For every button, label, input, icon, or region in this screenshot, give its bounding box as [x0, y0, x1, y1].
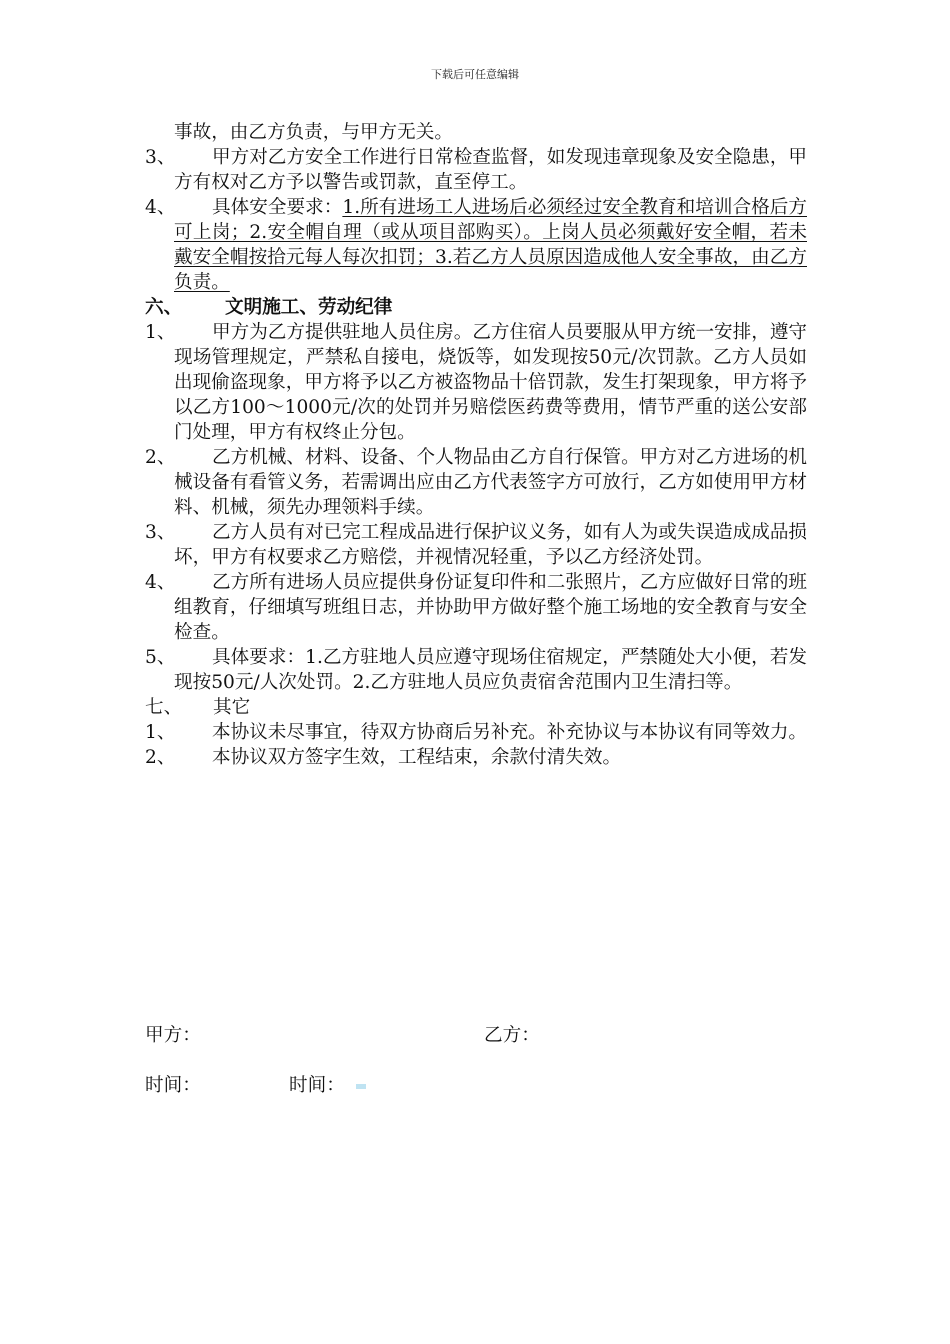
item-number: 2、: [145, 747, 176, 768]
section-number: 七、: [145, 697, 183, 718]
continued-paragraph: 事故，由乙方负责，与甲方无关。: [174, 122, 453, 143]
item-text: 甲方为乙方提供驻地人员住房。乙方住宿人员要服从甲方统一安排，遵守现场管理规定，严禁私自接电，烧饭等，如发现按50元/次罚款。乙方人员如出现偷盗现象，甲方将予以乙方被盗物品十倍罚款，发生打架现象，甲方将予以乙方100～1000元/次的处罚并另赔偿医药费等费用，情节严重的送公安部门处理，甲方有权终止分包。: [174, 322, 808, 443]
list-item: [145, 320, 807, 445]
party-a-time-label: 时间：: [145, 1075, 201, 1096]
section-title: 其它: [213, 697, 251, 718]
list-item: [145, 145, 807, 195]
item-text: 本协议未尽事宜，待双方协商后另补充。补充协议与本协议有同等效力。: [212, 722, 808, 743]
document-body: [145, 120, 807, 770]
list-item: [145, 570, 807, 645]
list-item: [145, 720, 807, 745]
item-number: 1、: [145, 722, 176, 743]
item-text: 乙方所有进场人员应提供身份证复印件和二张照片，乙方应做好日常的班组教育，仔细填写班组日志，并协助甲方做好整个施工场地的安全教育与安全检查。: [174, 572, 808, 643]
party-a-signature-label: 甲方：: [145, 1025, 201, 1046]
item-number: 2、: [145, 447, 176, 468]
item-number: 4、: [145, 572, 176, 593]
party-b-time-label: 时间：: [289, 1075, 345, 1096]
item-number: 3、: [145, 522, 176, 543]
list-item: [145, 445, 807, 520]
item-text: 乙方机械、材料、设备、个人物品由乙方自行保管。甲方对乙方进场的机械设备有看管义务，若需调出应由乙方代表签字方可放行，乙方如使用甲方材料、机械，须先办理领料手续。: [174, 447, 808, 518]
underlined-requirements: 1.所有进场工人进场后必须经过安全教育和培训合格后方可上岗；2.安全帽自理（或从项目部购买）。上岗人员必须戴好安全帽，若未戴安全帽按拾元每人每次扣罚；3.若乙方人员原因造成他人安全事故，由乙方负责。: [174, 197, 807, 293]
section-title: 文明施工、劳动纪律: [225, 297, 393, 318]
party-b-signature-label: 乙方：: [484, 1025, 540, 1046]
list-item-safety-requirements: [145, 195, 807, 295]
item-number: 1、: [145, 322, 176, 343]
list-item: [145, 520, 807, 570]
list-item: [145, 645, 807, 695]
item-text: 乙方人员有对已完工程成品进行保护议义务，如有人为或失误造成成品损坏，甲方有权要求乙方赔偿，并视情况轻重，予以乙方经济处罚。: [174, 522, 808, 568]
item-number: 3、: [145, 147, 176, 168]
list-item: [145, 745, 807, 770]
item-number: 5、: [145, 647, 176, 668]
item-number: 4、: [145, 197, 176, 218]
section-number: 六、: [145, 297, 183, 318]
section-heading-7: [145, 695, 807, 720]
item-text: 具体要求：1.乙方驻地人员应遵守现场住宿规定，严禁随处大小便，若发现按50元/人次处罚。2.乙方驻地人员应负责宿舍范围内卫生清扫等。: [174, 647, 807, 693]
item-text: 本协议双方签字生效，工程结束，余款付清失效。: [212, 747, 622, 768]
page-header-note: 下载后可任意编辑: [431, 68, 519, 81]
item-text: 甲方对乙方安全工作进行日常检查监督，如发现违章现象及安全隐患，甲方有权对乙方予以警告或罚款，直至停工。: [174, 147, 808, 193]
section-heading-6: [145, 295, 807, 320]
item-prefix: 具体安全要求：: [212, 197, 343, 218]
cursor-marker: [356, 1084, 366, 1089]
